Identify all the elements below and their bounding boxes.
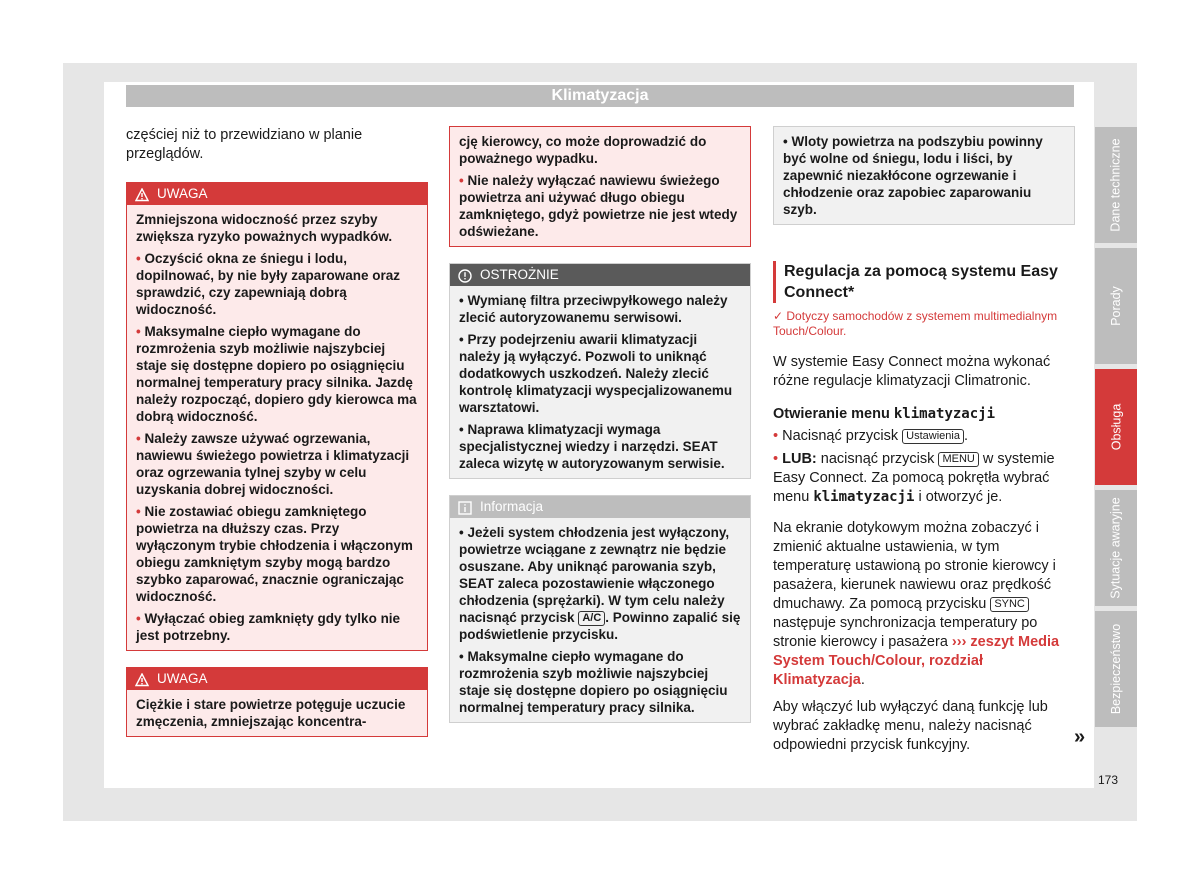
- warning-lead: Ciężkie i stare powietrze potęguje uczucie zmęczenia, zmniejszając koncentra-: [136, 697, 406, 729]
- bullet-icon: •: [459, 525, 468, 540]
- bullet-icon: •: [459, 332, 468, 347]
- paragraph: Na ekranie dotykowym można zobaczyć i zmienić aktualne ustawienia, w tym temperaturę ustawioną po stronie kierowcy i pasażera, kierunek nawiewu oraz prędkość dmuchawy. Za pomocą przycisku SYNC następuje synchronizacja temperatury po stronie kierowcy i pasażera ››› zeszyt Media System Touch/Colour, rozdział Klimatyzacja.: [773, 520, 1060, 688]
- bullet-icon: •: [773, 428, 783, 444]
- warning-item: • Maksymalne ciepło wymagane do rozmrożenia szyb możliwie najszybciej staje się dostępne dopiero po osiągnięciu normalnej temperatury pracy silnika. Jazdę należy rozpocząć, dopiero gdy kierowca ma dobrą widoczność.: [136, 324, 417, 424]
- warning-item: • Nie należy wyłączać nawiewu świeżego powietrza ani używać długo obiegu zamkniętego, gdyż powietrze nie jest wtedy odświeżane.: [459, 173, 738, 239]
- caution-item: • Wymianę filtra przeciwpyłkowego należy zlecić autoryzowanemu serwisowi.: [459, 293, 728, 325]
- warning-header: [127, 183, 427, 205]
- bullet-icon: •: [459, 649, 468, 664]
- column-3: [773, 126, 1075, 755]
- tab-bezpieczenstwo[interactable]: Bezpieczeństwo: [1095, 611, 1137, 727]
- page-header: Klimatyzacja: [126, 85, 1074, 107]
- bullet-icon: •: [136, 324, 145, 339]
- info-icon: [458, 500, 472, 514]
- info-label: Informacja: [480, 499, 544, 514]
- warning-triangle-icon: [135, 672, 149, 686]
- ac-key: A/C: [578, 611, 605, 626]
- section-title: Regulacja za pomocą systemu Easy Connect*: [784, 263, 1058, 301]
- info-body: [450, 518, 750, 722]
- warning-body: [127, 690, 427, 736]
- section-title-block: [773, 261, 1075, 303]
- bullet-icon: •: [459, 173, 468, 188]
- caution-body: [774, 127, 1074, 224]
- bullet-icon: •: [773, 451, 783, 467]
- paragraph: Aby włączyć lub wyłączyć daną funkcję lub wybrać zakładkę menu, należy nacisnąć odpowiedni przycisk funkcyjny.: [773, 699, 1048, 753]
- caution-body: [450, 286, 750, 478]
- warning-triangle-icon: [135, 187, 149, 201]
- caution-box: [449, 263, 751, 479]
- caution-item: • Naprawa klimatyzacji wymaga specjalistycznej wiedzy i narzędzi. SEAT zaleca wizytę w autoryzowanym serwisie.: [459, 422, 725, 471]
- tab-porady[interactable]: Porady: [1095, 248, 1137, 364]
- warning-body: [127, 205, 427, 650]
- bullet-icon: •: [136, 251, 145, 266]
- warning-item: • Oczyścić okna ze śniegu i lodu, dopilnować, by nie były zaparowane oraz sprawdzić, czy zapewniają dobrą widoczność.: [136, 251, 401, 317]
- bullet-icon: •: [136, 431, 145, 446]
- warning-box-1: [126, 182, 428, 651]
- step-item: • Nacisnąć przycisk Ustawienia .: [773, 428, 969, 444]
- settings-key: Ustawienia: [902, 429, 964, 444]
- bullet-icon: •: [136, 611, 145, 626]
- warning-item: • Nie zostawiać obiegu zamkniętego powietrza na dłuższy czas. Przy wyłączonym trybie chłodzenia i włączonym obiegu zamkniętym szyby mogą bardzo szybko zaparować, znacznie ograniczając widoczność.: [136, 504, 413, 604]
- caution-item: • Przy podejrzeniu awarii klimatyzacji należy ją wyłączyć. Pozwoli to uniknąć dodatkowych uszkodzeń. Należy zlecić kontrolę klimatyzacji wyspecjalizowanemu warsztatowi.: [459, 332, 733, 415]
- info-box: [449, 495, 751, 723]
- bullet-icon: •: [136, 504, 145, 519]
- continue-marker: »: [1074, 726, 1086, 748]
- info-item: • Jeżeli system chłodzenia jest wyłączony, powietrze wciągane z zewnątrz nie będzie osuszane. Aby uniknąć parowania szyb, SEAT zaleca pozostawienie włączonego chłodzenia (sprężarki). W tym celu należy nacisnąć przycisk A/C . Powinno zapalić się podświetlenie przycisku.: [459, 525, 741, 642]
- intro-text: częściej niż to przewidziano w planie przeglądów.: [126, 127, 363, 162]
- caution-box-continued: [773, 126, 1075, 225]
- tab-obsluga[interactable]: Obsługa: [1095, 369, 1137, 485]
- sync-key: SYNC: [990, 597, 1029, 612]
- caution-circle-icon: [458, 268, 472, 282]
- tab-sytuacje-awaryjne[interactable]: Sytuacje awaryjne: [1095, 490, 1137, 606]
- warning-label: UWAGA: [157, 186, 208, 201]
- menu-key: MENU: [938, 452, 978, 467]
- subheading: Otwieranie menu klimatyzacji: [773, 406, 996, 422]
- warning-label: UWAGA: [157, 671, 208, 686]
- warning-lead: Zmniejszona widoczność przez szyby zwiększa ryzyko poważnych wypadków.: [136, 212, 393, 244]
- applicability-note: ✓ Dotyczy samochodów z systemem multimedialnym Touch/Colour.: [773, 309, 1058, 338]
- page-number: 173: [1098, 773, 1119, 787]
- warning-item: • Należy zawsze używać ogrzewania, nawiewu świeżego powietrza i klimatyzacji oraz ogrzewania tylnej szyby w celu uzyskania dobrej widoczności.: [136, 431, 410, 497]
- warning-box-2: [126, 667, 428, 737]
- warning-item: • Wyłączać obieg zamknięty gdy tylko nie jest potrzebny.: [136, 611, 401, 643]
- paragraph: W systemie Easy Connect można wykonać różne regulacje klimatyzacji Climatronic.: [773, 354, 1051, 389]
- caution-header: [450, 264, 750, 286]
- column-1: [126, 126, 428, 737]
- warning-box-continued: [449, 126, 751, 247]
- warning-header: [127, 668, 427, 690]
- warning-lead: cję kierowcy, co może doprowadzić do poważnego wypadku.: [459, 134, 707, 166]
- caution-item: • Wloty powietrza na podszybiu powinny być wolne od śniegu, lodu i liści, by zapewnić niezakłócone ogrzewanie i chłodzenie oraz zapobiec zaparowaniu szyb.: [783, 134, 1043, 217]
- bullet-icon: •: [783, 134, 792, 149]
- bullet-icon: •: [459, 293, 468, 308]
- column-2: [449, 126, 751, 723]
- tab-dane-techniczne[interactable]: Dane techniczne: [1095, 127, 1137, 243]
- info-item: • Maksymalne ciepło wymagane do rozmrożenia szyb możliwie najszybciej staje się dostępne dopiero po osiągnięciu normalnej temperatury pracy silnika.: [459, 649, 728, 715]
- step-item: • LUB: nacisnąć przycisk MENU w systemie Easy Connect. Za pomocą pokrętła wybrać menu klimatyzacji i otworzyć je.: [773, 451, 1055, 505]
- warning-body: [450, 127, 750, 246]
- cross-reference-link[interactable]: ››› zeszyt Media System Touch/Colour, rozdział Klimatyzacja: [773, 634, 1060, 688]
- info-header: [450, 496, 750, 518]
- bullet-icon: •: [459, 422, 468, 437]
- caution-label: OSTROŻNIE: [480, 267, 559, 282]
